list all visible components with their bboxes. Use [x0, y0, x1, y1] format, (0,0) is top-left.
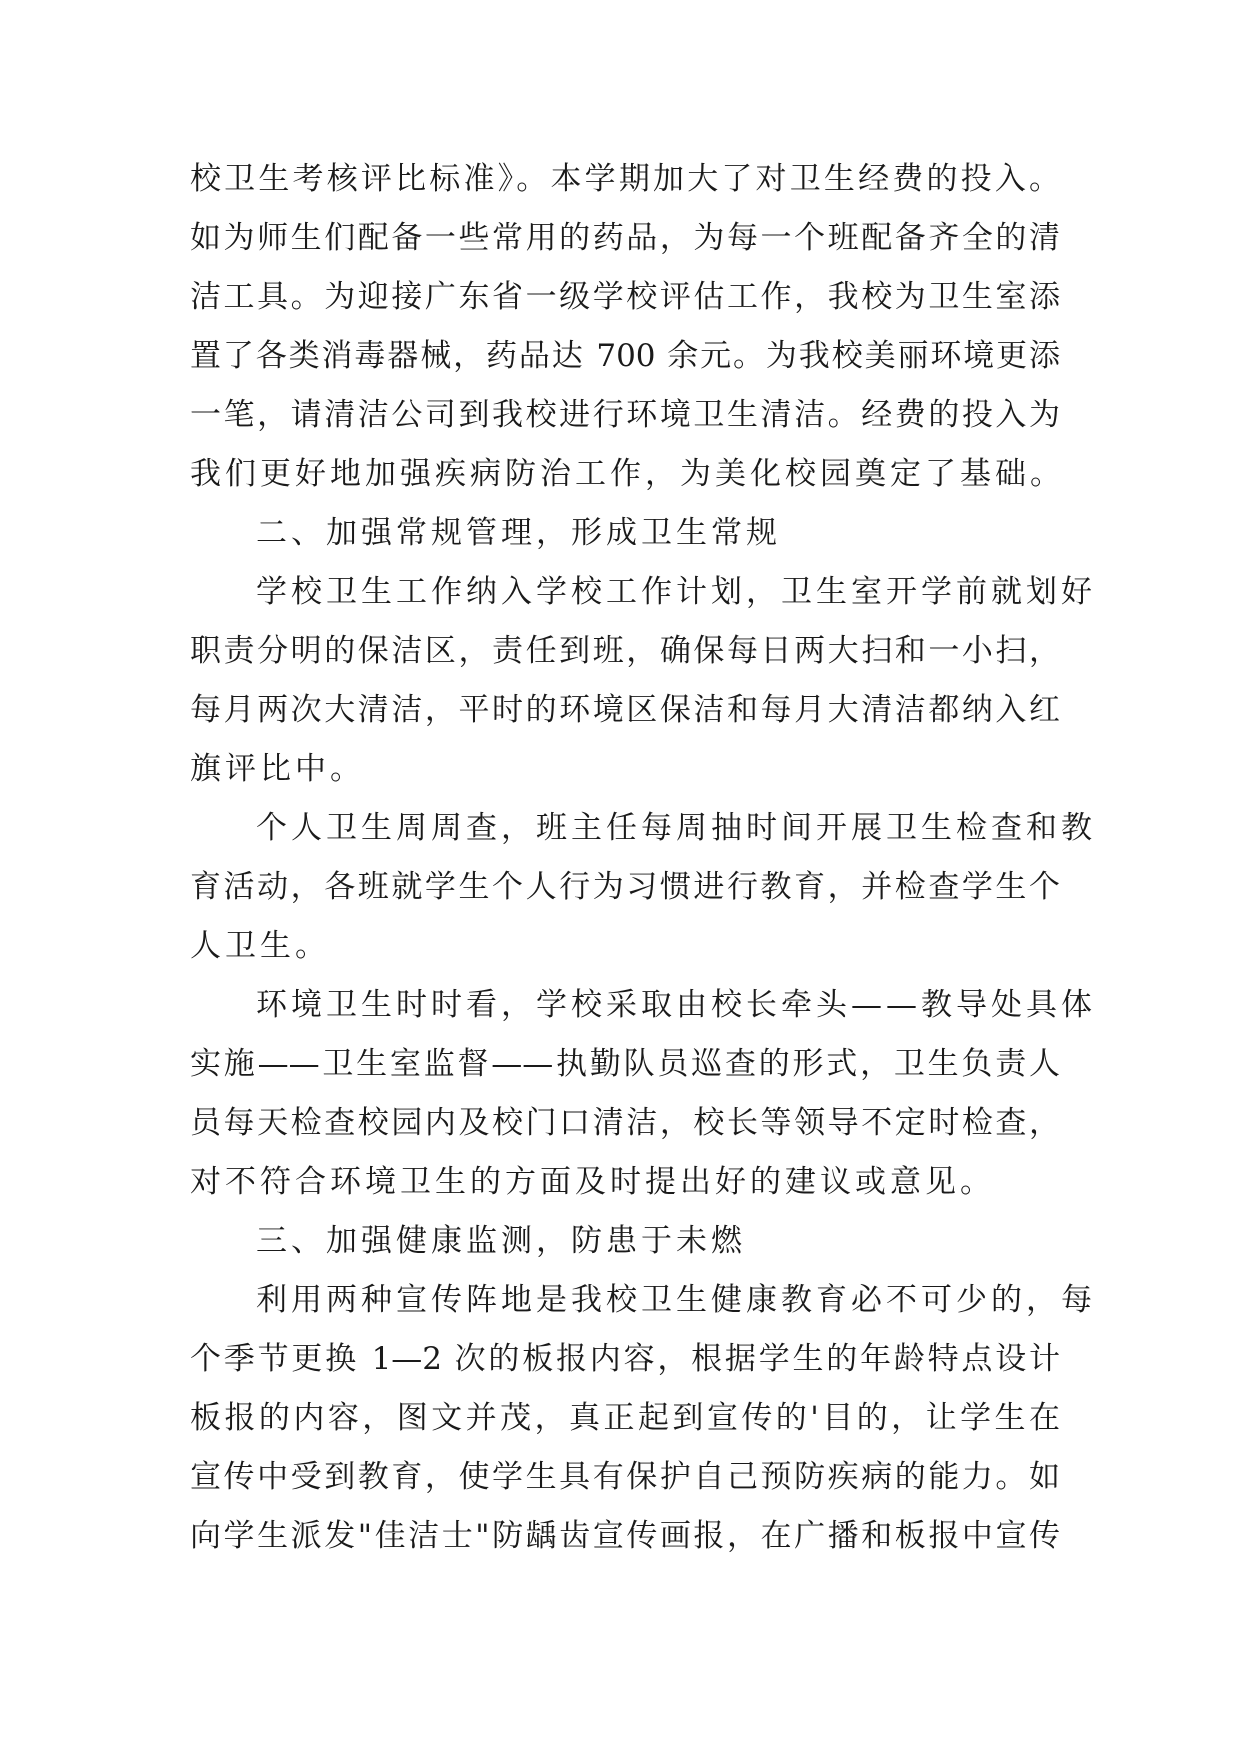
text-line: 我们更好地加强疾病防治工作，为美化校园奠定了基础。: [190, 456, 1065, 492]
text-line: 置了各类消毒器械，药品达 700 余元。为我校美丽环境更添: [190, 338, 1060, 374]
text-line: 向学生派发"佳洁士"防龋齿宣传画报，在广播和板报中宣传: [190, 1518, 1060, 1554]
text-line: 个季节更换 1—2 次的板报内容，根据学生的年龄特点设计: [190, 1341, 1060, 1377]
text-line: 旗评比中。: [190, 751, 365, 787]
text-line: 板报的内容，图文并茂，真正起到宣传的'目的，让学生在: [190, 1400, 1060, 1436]
text-line: 一笔，请清洁公司到我校进行环境卫生清洁。经费的投入为: [190, 397, 1060, 433]
section-heading: 二、加强常规管理，形成卫生常规: [256, 515, 781, 551]
text-line: 对不符合环境卫生的方面及时提出好的建议或意见。: [190, 1164, 995, 1200]
paragraph-first-line: 利用两种宣传阵地是我校卫生健康教育必不可少的，每: [256, 1282, 1096, 1318]
paragraph-first-line: 学校卫生工作纳入学校工作计划，卫生室开学前就划好: [256, 574, 1096, 610]
text-line: 职责分明的保洁区，责任到班，确保每日两大扫和一小扫，: [190, 633, 1060, 669]
text-line: 洁工具。为迎接广东省一级学校评估工作，我校为卫生室添: [190, 279, 1060, 315]
document-body: [190, 150, 1096, 1566]
text-line: 员每天检查校园内及校门口清洁，校长等领导不定时检查，: [190, 1105, 1060, 1141]
text-line: 实施——卫生室监督——执勤队员巡查的形式，卫生负责人: [190, 1046, 1060, 1082]
paragraph-first-line: 个人卫生周周查，班主任每周抽时间开展卫生检查和教: [256, 810, 1096, 846]
paragraph-first-line: 环境卫生时时看，学校采取由校长牵头——教导处具体: [256, 987, 1096, 1023]
text-line: 宣传中受到教育，使学生具有保护自己预防疾病的能力。如: [190, 1459, 1060, 1495]
text-line: 人卫生。: [190, 928, 330, 964]
text-line: 如为师生们配备一些常用的药品，为每一个班配备齐全的清: [190, 220, 1060, 256]
text-line: 校卫生考核评比标准》。本学期加大了对卫生经费的投入。: [190, 161, 1060, 197]
section-heading: 三、加强健康监测，防患于未燃: [256, 1223, 746, 1259]
text-line: 每月两次大清洁，平时的环境区保洁和每月大清洁都纳入红: [190, 692, 1060, 728]
text-line: 育活动，各班就学生个人行为习惯进行教育，并检查学生个: [190, 869, 1060, 905]
